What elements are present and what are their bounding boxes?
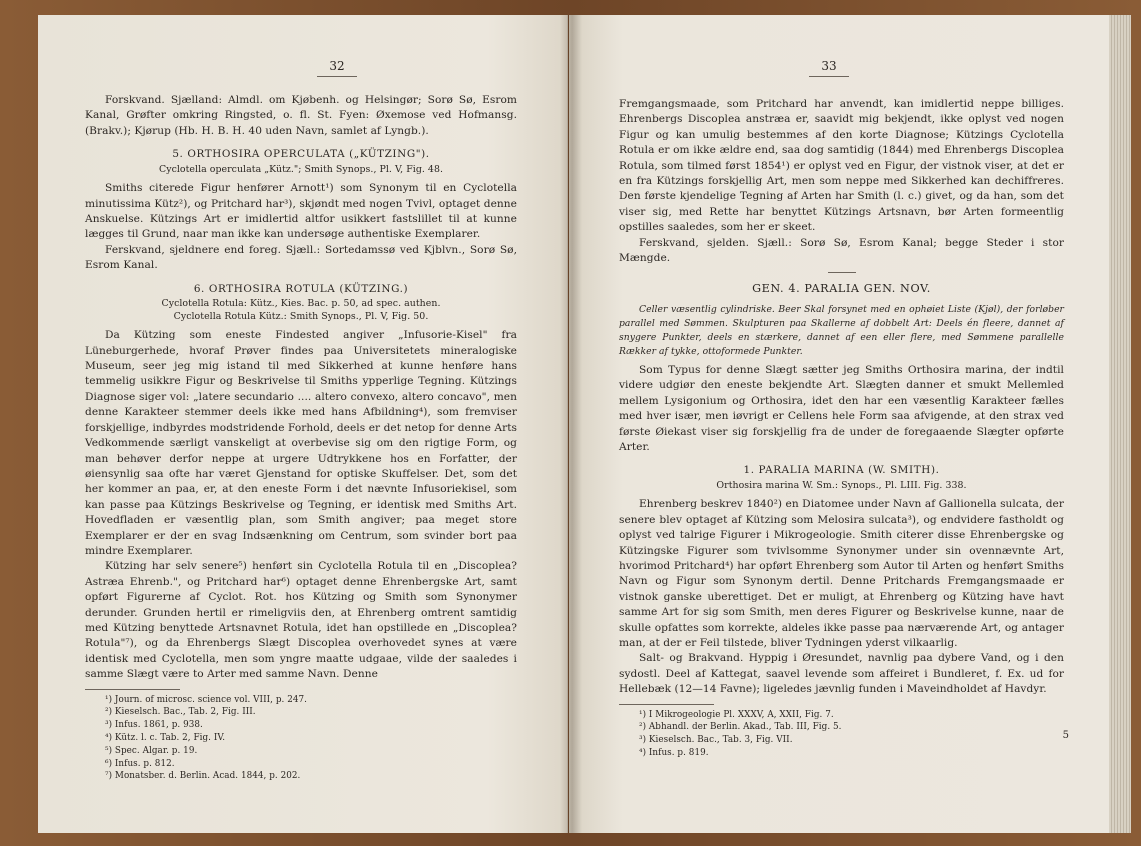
paragraph: Ferskvand, sjelden. Sjæll.: Sorø Sø, Esrom Kanal; begge Steder i stor Mængde. <box>619 236 1064 265</box>
page-number: 32 <box>329 59 345 73</box>
genus-title: GEN. 4. PARALIA GEN. NOV. <box>752 282 931 296</box>
footnote-rule <box>619 704 714 705</box>
footnote: ⁴) Infus. p. 819. <box>639 747 709 758</box>
section-synonym: Cyclotella operculata „Kütz."; Smith Synops., Pl. V, Fig. 48. <box>159 163 443 175</box>
paragraph: Da Kützing som eneste Findested angiver „Infusorie-Kisel" fra Lüneburgerhede, hvoraf Prøver findes paa Universitetets mineralogiske Museum, seer jeg mig istand til med Sikkerhed at kunne henføre hans temmelig usikkre Figur og Beskrivelse til Smiths ypperlige Tegning. Kützings Diagnose siger vol: „latere secundario .... altero convexo, altero concavo", men denne Karakteer stemmer deels ikke med hans Afbildning⁴), som fremviser forskjellige, indbyrdes modstridende Forhold, deels er det netop for denne Arts Vedkommende særligt vanskeligt at overbevise sig om den rigtige Form, og man behøver derfor neppe at urgere Udtrykkene hos en Forfatter, der øiensynlig saa ofte har været Gjenstand for optiske Skuffelser. Det, som det her kommer an paa, er, at den eneste Form i det nævnte Infusoriekisel, som kan passe paa Kützings Beskrivelse og Tegning, er identisk med Smiths Art. Hovedfladen er væsentlig plan, som Smith angiver; paa meget store Exemplarer er der en svag Indsænkning om Centrum, som svinder bort paa mindre Exemplarer. <box>85 329 517 557</box>
paragraph: Forskvand. Sjælland: Almdl. om Kjøbenh. og Helsingør; Sorø Sø, Esrom Kanal, Grøfter omkring Ringsted, o. fl. St. Fyen: Øxemose ved Hofmansg. (Brakv.); Kjørup (Hb. H. B. H. 40 uden Navn, samlet af Lyngb.). <box>85 94 517 137</box>
footnote: ⁷) Monatsber. d. Berlin. Acad. 1844, p. 202. <box>105 771 301 782</box>
right-page <box>569 15 1109 833</box>
right-page-body <box>619 97 1064 760</box>
footnote: ⁴) Kütz. l. c. Tab. 2, Fig. IV. <box>105 732 226 743</box>
genus-description: Celler væsentlig cylindriske. Beer Skal forsynet med en ophøiet Liste (Kjøl), der forløber parallel med Sømmen. Skulpturen paa Skallerne af dobbelt Art: Deels én fleere, dannet af snygere Punkter, deels en stærkere, dannet af een eller flere, med Sømmene parallelle Rækker af tykke, ottoformede Punkter. <box>619 303 1064 357</box>
section-title: 1. PARALIA MARINA (W. SMITH). <box>743 464 940 477</box>
footnote: ³) Kieselsch. Bac., Tab. 3, Fig. VII. <box>639 735 793 746</box>
paragraph: Fremgangsmaade, som Pritchard har anvendt, kan imidlertid neppe billiges. Ehrenbergs Discoplea anstræa er, saavidt mig bekjendt, ikke oplyst ved nogen Figur og kan umulig bestemmes af den korte Diagnose; Kützings Cyclotella Rotula er om ikke ældre end, saa dog samtidig (1844) med Ehrenbergs Discoplea Rotula, som tilmed først 1854¹) er oplyst ved en Figur, der vistnok viser, at det er en fra Kützings forskjellig Art, men som neppe med Sikkerhed kan dechiffreres. Den første kjendelige Tegning af Arten har Smith (l. c.) givet, og da han, som det viser sig, med Rette har benyttet Kützings Artsnavn, bør Arten formeentlig opstilles saaledes, som her er skeet. <box>619 98 1064 234</box>
section-synonym: Orthosira marina W. Sm.: Synops., Pl. LIII. Fig. 338. <box>716 479 967 491</box>
footnote: ¹) Journ. of microsc. science vol. VIII, p. 247. <box>105 694 307 705</box>
footnote: ³) Infus. 1861, p. 938. <box>105 720 203 731</box>
section-synonym: Cyclotella Rotula: Kütz., Kies. Bac. p. 50, ad spec. authen. <box>161 298 441 310</box>
section-synonym: Cyclotella Rotula Kütz.: Smith Synops., Pl. V, Fig. 50. <box>173 310 429 322</box>
footnote: ⁶) Infus. p. 812. <box>105 758 175 769</box>
section-title: 5. ORTHOSIRA OPERCULATA („KÜTZING"). <box>172 148 430 161</box>
page-number: 33 <box>821 59 837 73</box>
footnote: ²) Abhandl. der Berlin. Akad., Tab. III, Fig. 5. <box>639 722 842 733</box>
left-page-body <box>85 93 517 783</box>
divider <box>828 272 856 273</box>
footnote: ⁵) Spec. Algar. p. 19. <box>105 745 198 756</box>
page-number-rule <box>317 76 357 77</box>
paragraph: Ferskvand, sjeldnere end foreg. Sjæll.: Sortedamssø ved Kjblvn., Sorø Sø, Esrom Kanal. <box>85 243 517 272</box>
paragraph: Ehrenberg beskrev 1840²) en Diatomee under Navn af Gallionella sulcata, der senere blev optaget af Kützing som Melosira sulcata³), og endvidere fastholdt og oplyst ved talrige Figurer i Mikrogeologie. Smith citerer disse Ehrenbergske og Kützingske Figurer som tvivlsomme Synonymer under sin ovennævnte Art, hvorimod Pritchard⁴) har opført Ehrenberg som Autor til Arten og henført Smiths Navn og Figur som Synonym dertil. Denne Pritchards Fremgangsmaade er vistnok ganske uberettiget. Det er muligt, at Ehrenberg og Kützing have havt samme Art for sig som Smith, men deres Figurer og Beskrivelse kunne, naar de skulle opfattes som korrekte, aldeles ikke passe paa nærværende Art, og antager man, at der er Feil tilstede, bliver Tydningen yderst vilkaarlig. <box>619 498 1064 649</box>
paragraph: Smiths citerede Figur henfører Arnott¹) som Synonym til en Cyclotella minutissima Kütz²), og Pritchard har³), skjøndt med nogen Tvivl, optaget denne Anskuelse. Kützings Art er imidlertid altfor usikkert fastslillet til at kunne lægges til Grund, naar man ikke kan undersøge authentiske Exemplarer. <box>85 182 517 241</box>
page-edges <box>1109 15 1131 833</box>
paragraph: Som Typus for denne Slægt sætter jeg Smiths Orthosira marina, der indtil videre udgiør den eneste bekjendte Art. Slægten danner et smukt Mellemled mellem Lysigonium og Orthosira, idet den har een væsentlig Karakteer fælles med hver især, men iøvrigt er Cellens hele Form saa afvigende, at den strax ved første Øiekast viser sig forskjellig fra de under de foregaaende Slægter opførte Arter. <box>619 363 1064 453</box>
left-page <box>38 15 568 833</box>
footnote-rule <box>85 689 180 690</box>
section-title: 6. ORTHOSIRA ROTULA (KÜTZING.) <box>193 282 409 295</box>
paragraph: Kützing har selv senere⁵) henført sin Cyclotella Rotula til en „Discoplea? Astræa Ehrenb.", og Pritchard har⁶) optaget denne Ehrenbergske Art, samt opført Figurerne af Cyclot. Rot. hos Kützing og Smith som Synonymer derunder. Grunden hertil er rimeligviis den, at Ehrenberg omtrent samtidig med Kützing benyttede Artsnavnet Rotula, idet han opstillede en „Discoplea? Rotula"⁷), og da Ehrenbergs Slægt Discoplea overhovedet synes at være identisk med Cyclotella, men som yngre maatte udgaae, vilde der saaledes i samme Slægt være to Arter med samme Navn. Denne <box>85 560 517 681</box>
page-number-rule <box>809 76 849 77</box>
footnote: ²) Kieselsch. Bac., Tab. 2, Fig. III. <box>105 707 256 718</box>
footnote: ¹) I Mikrogeologie Pl. XXXV, A, XXII, Fig. 7. <box>639 709 834 720</box>
signature-mark: 5 <box>1062 730 1069 741</box>
paragraph: Salt- og Brakvand. Hyppig i Øresundet, navnlig paa dybere Vand, og i den sydostl. Deel af Kattegat, saavel levende som affeiret i Bundleret, f. Ex. ud for Hellebæk (12—14 Favne); ligeledes jævnlig funden i Maveindholdet af Havdyr. <box>619 652 1064 696</box>
